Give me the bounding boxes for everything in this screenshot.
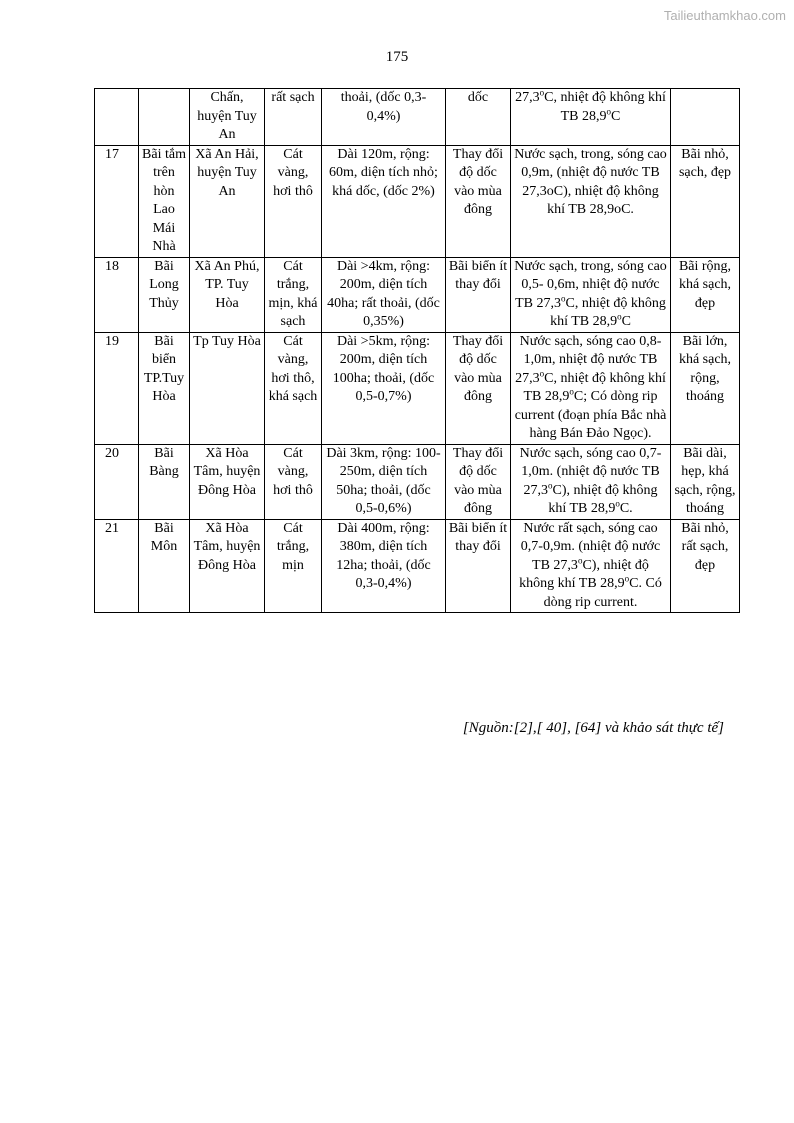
table-row [95,444,740,519]
beach-location: Tp Tuy Hòa [190,332,265,444]
beach-name: Bãi Môn [139,519,190,613]
row-number: 18 [95,257,139,332]
source-citation: [Nguồn:[2],[ 40], [64] và khảo sát thực tế] [462,720,724,736]
beach-name: Bãi biển TP.Tuy Hòa [139,332,190,444]
remark: Bãi nhỏ, rất sạch, đẹp [671,519,740,613]
sand-quality: Cát trắng, mịn, khá sạch [265,257,322,332]
row-number: 19 [95,332,139,444]
beach-location: Xã Hòa Tâm, huyện Đông Hòa [190,444,265,519]
beach-name: Bãi Long Thủy [139,257,190,332]
remark [671,89,740,146]
remark: Bãi rộng, khá sạch, đẹp [671,257,740,332]
beach-location: Xã An Hải, huyện Tuy An [190,145,265,257]
sand-quality: rất sạch [265,89,322,146]
remark: Bãi lớn, khá sạch, rộng, thoáng [671,332,740,444]
slope-change: Thay đổi độ dốc vào mùa đông [446,332,511,444]
slope-change: Bãi biển ít thay đổi [446,257,511,332]
watermark: Tailieuthamkhao.com [663,8,786,23]
table-row [95,145,740,257]
table-row [95,89,740,146]
water-conditions: Nước rất sạch, sóng cao 0,7-0,9m. (nhiệt độ nước TB 27,3$^o$C), nhiệt độ không khí TB 28,9$^o$C. Có dòng rip current. [511,519,671,613]
beach-name: Bãi Bàng [139,444,190,519]
table-row [95,257,740,332]
water-conditions: Nước sạch, trong, sóng cao 0,5- 0,6m, nhiệt độ nước TB 27,3$^o$C, nhiệt độ không khí TB 28,9$^o$C [511,257,671,332]
sand-quality: Cát vàng, hơi thô [265,145,322,257]
sand-quality: Cát vàng, hơi thô [265,444,322,519]
beach-size: Dài >4km, rộng: 200m, diện tích 40ha; rất thoải, (dốc 0,35%) [322,257,446,332]
sand-quality: Cát trắng, mịn [265,519,322,613]
table-row [95,519,740,613]
beach-size: Dài 120m, rộng: 60m, diện tích nhỏ; khá dốc, (dốc 2%) [322,145,446,257]
beach-table [94,88,740,613]
table-row [95,332,740,444]
sand-quality: Cát vàng, hơi thô, khá sạch [265,332,322,444]
remark: Bãi nhỏ, sạch, đẹp [671,145,740,257]
row-number: 20 [95,444,139,519]
beach-name: Bãi tắm trên hòn Lao Mái Nhà [139,145,190,257]
slope-change: Thay đổi độ dốc vào mùa đông [446,444,511,519]
page-number: 175 [385,49,409,65]
water-conditions: Nước sạch, sóng cao 0,8- 1,0m, nhiệt độ nước TB 27,3$^o$C, nhiệt độ không khí TB 28,9$^o$C; Có dòng rip current (đoạn phía Bắc nhà hàng Bán Đảo Ngọc). [511,332,671,444]
row-number [95,89,139,146]
beach-location: Xã An Phú, TP. Tuy Hòa [190,257,265,332]
beach-location: Chấn, huyện Tuy An [190,89,265,146]
water-conditions: Nước sạch, trong, sóng cao 0,9m, (nhiệt độ nước TB 27,3oC), nhiệt độ không khí TB 28,9oC. [511,145,671,257]
beach-name [139,89,190,146]
row-number: 17 [95,145,139,257]
water-conditions: 27,3$^o$C, nhiệt độ không khí TB 28,9$^o$C [511,89,671,146]
slope-change: Bãi biển ít thay đổi [446,519,511,613]
slope-change: Thay đổi độ dốc vào mùa đông [446,145,511,257]
beach-location: Xã Hòa Tâm, huyện Đông Hòa [190,519,265,613]
beach-size: Dài 3km, rộng: 100-250m, diện tích 50ha; thoải, (dốc 0,5-0,6%) [322,444,446,519]
water-conditions: Nước sạch, sóng cao 0,7- 1,0m. (nhiệt độ nước TB 27,3$^o$C), nhiệt độ không khí TB 28,9$^o$C. [511,444,671,519]
remark: Bãi dài, hẹp, khá sạch, rộng, thoáng [671,444,740,519]
row-number: 21 [95,519,139,613]
slope-change: dốc [446,89,511,146]
beach-size: thoải, (dốc 0,3-0,4%) [322,89,446,146]
beach-size: Dài 400m, rộng: 380m, diện tích 12ha; thoải, (dốc 0,3-0,4%) [322,519,446,613]
beach-size: Dài >5km, rộng: 200m, diện tích 100ha; thoải, (dốc 0,5-0,7%) [322,332,446,444]
